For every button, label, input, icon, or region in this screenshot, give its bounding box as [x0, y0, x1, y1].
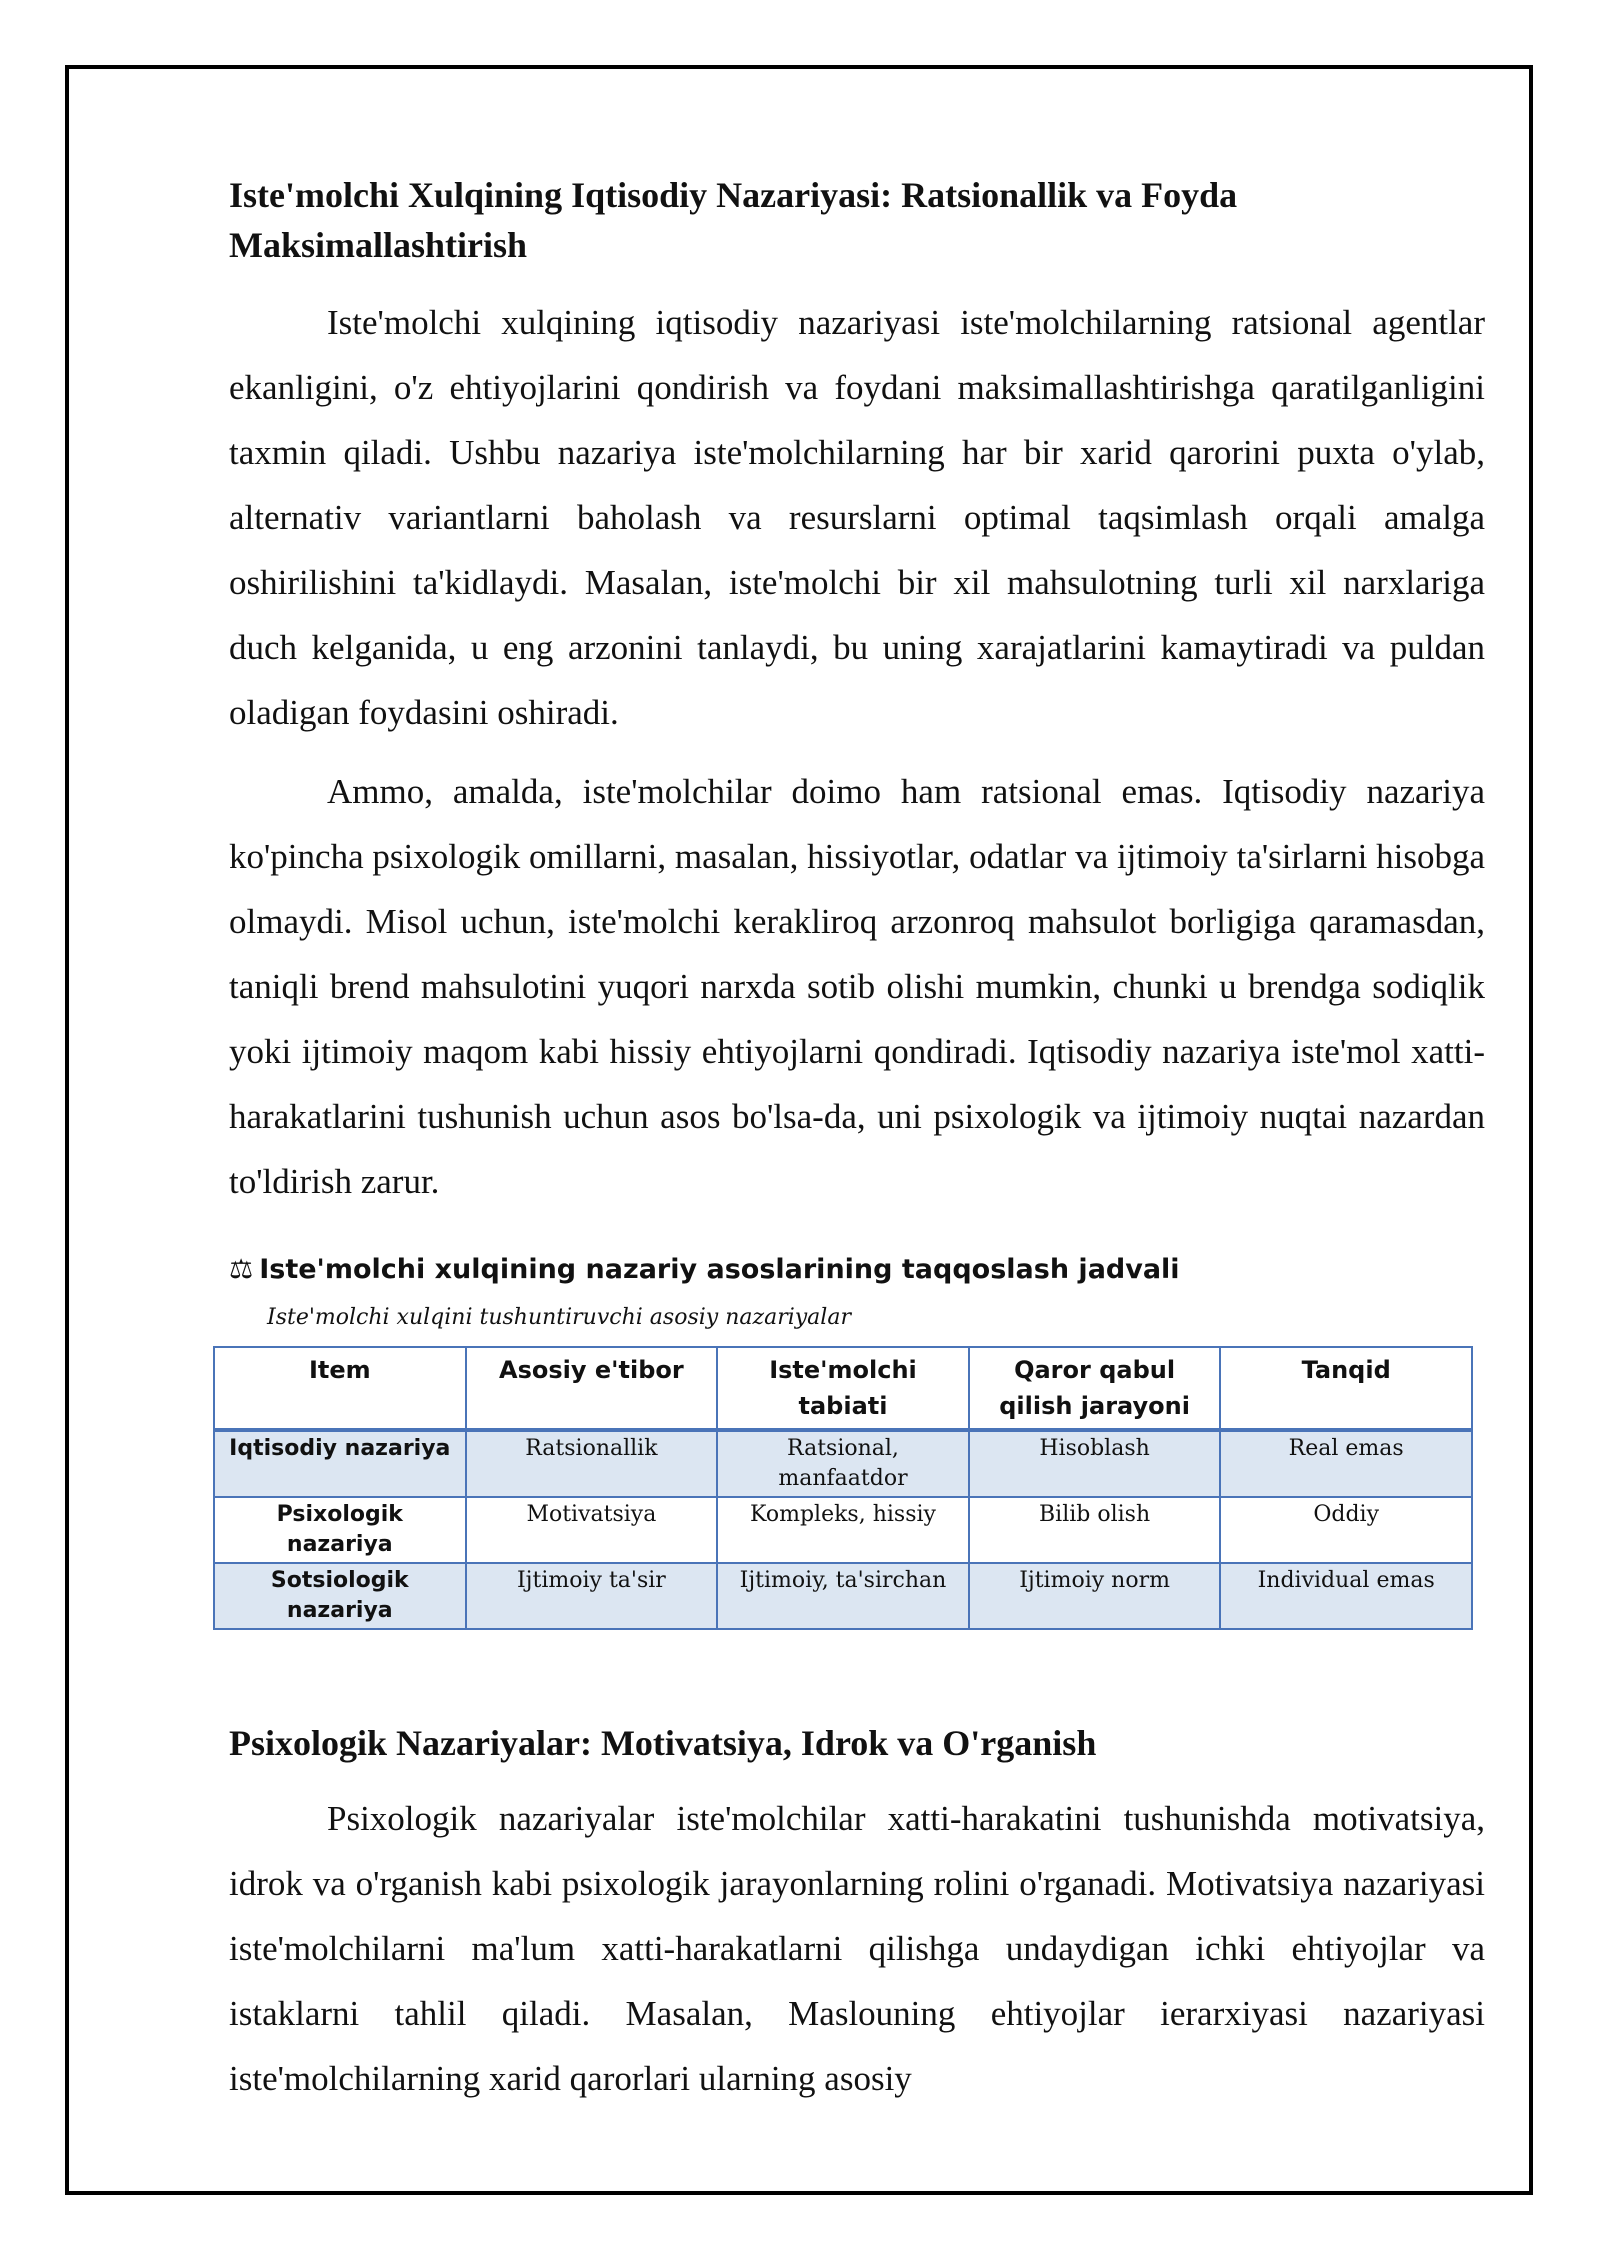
table-cell: Individual emas — [1220, 1563, 1472, 1629]
table-cell: Ratsionallik — [466, 1430, 718, 1497]
section-title: Iste'molchi Xulqining Iqtisodiy Nazariyasi: Ratsionallik va Foyda Maksimallashtirish — [229, 175, 1238, 265]
table-cell: Hisoblash — [969, 1430, 1221, 1497]
paragraph: Psixologik nazariyalar iste'molchilar xatti-harakatini tushunishda motivatsiya, idrok va o'rganish kabi psixologik jarayonlarning rolini o'rganadi. Motivatsiya nazariyasi iste'molchilarni ma'lum xatti-harakatlarni qilishga undaydigan ichki ehtiyojlar va istaklarni tahlil qiladi. Masalan, Maslouning ehtiyojlar ierarxiyasi nazariyasi iste'molchilarning xarid qarorlari ularning asosiy — [229, 1799, 1485, 2098]
column-header: Qaror qabul qilish jarayoni — [969, 1347, 1221, 1430]
table-cell: Psixologik nazariya — [214, 1497, 466, 1563]
table-cell: Bilib olish — [969, 1497, 1221, 1563]
table-cell: Ijtimoiy ta'sir — [466, 1563, 718, 1629]
table-row — [214, 1497, 1472, 1563]
table-cell: Motivatsiya — [466, 1497, 718, 1563]
table-cell: Ijtimoiy norm — [969, 1563, 1221, 1629]
paragraph: Ammo, amalda, iste'molchilar doimo ham ratsional emas. Iqtisodiy nazariya ko'pincha psixologik omillarni, masalan, hissiyotlar, odatlar va ijtimoiy ta'sirlarni hisobga olmaydi. Misol uchun, iste'molchi kerakliroq arzonroq mahsulot borligiga qaramasdan, taniqli brend mahsulotini yuqori narxda sotib olishi mumkin, chunki u brendga sodiqlik yoki ijtimoiy maqom kabi hissiy ehtiyojlarni qondiradi. Iqtisodiy nazariya iste'mol xatti-harakatlarini tushunish uchun asos bo'lsa-da, uni psixologik va ijtimoiy nuqtai nazardan to'ldirish zarur. — [229, 772, 1485, 1201]
table-row — [214, 1563, 1472, 1629]
table-row — [214, 1430, 1472, 1497]
column-header: Iste'molchi tabiati — [717, 1347, 969, 1430]
table-cell: Real emas — [1220, 1430, 1472, 1497]
comparison-table — [213, 1346, 1473, 1630]
table-cell: Kompleks, hissiy — [717, 1497, 969, 1563]
table-cell: Ratsional, manfaatdor — [717, 1430, 969, 1497]
scale-icon: ⚖ — [229, 1254, 254, 1285]
table-caption: Iste'molchi xulqini tushuntiruvchi asosiy nazariyalar — [267, 1305, 851, 1330]
paragraph: Iste'molchi xulqining iqtisodiy nazariyasi iste'molchilarning ratsional agentlar ekanligini, o'z ehtiyojlarini qondirish va foydani maksimallashtirishga qaratilganligini taxmin qiladi. Ushbu nazariya iste'molchilarning har bir xarid qarorini puxta o'ylab, alternativ variantlarni baholash va resurslarni optimal taqsimlash orqali amalga oshirilishini ta'kidlaydi. Masalan, iste'molchi bir xil mahsulotning turli xil narxlariga duch kelganida, u eng arzonini tanlaydi, bu uning xarajatlarini kamaytiradi va puldan oladigan foydasini oshiradi. — [229, 303, 1485, 732]
table-header-row — [214, 1347, 1472, 1430]
column-header: Asosiy e'tibor — [466, 1347, 718, 1430]
column-header: Tanqid — [1220, 1347, 1472, 1430]
table-cell: Oddiy — [1220, 1497, 1472, 1563]
table-cell: Ijtimoiy, ta'sirchan — [717, 1563, 969, 1629]
table-cell: Iqtisodiy nazariya — [214, 1430, 466, 1497]
table-heading — [229, 1250, 1485, 1290]
column-header: Item — [214, 1347, 466, 1430]
document-content — [229, 170, 1485, 2125]
section-title: Psixologik Nazariyalar: Motivatsiya, Idrok va O'rganish — [229, 1723, 1097, 1763]
table-cell: Sotsiologik nazariya — [214, 1563, 466, 1629]
table-heading-text: Iste'molchi xulqining nazariy asoslarining taqqoslash jadvali — [259, 1254, 1180, 1285]
